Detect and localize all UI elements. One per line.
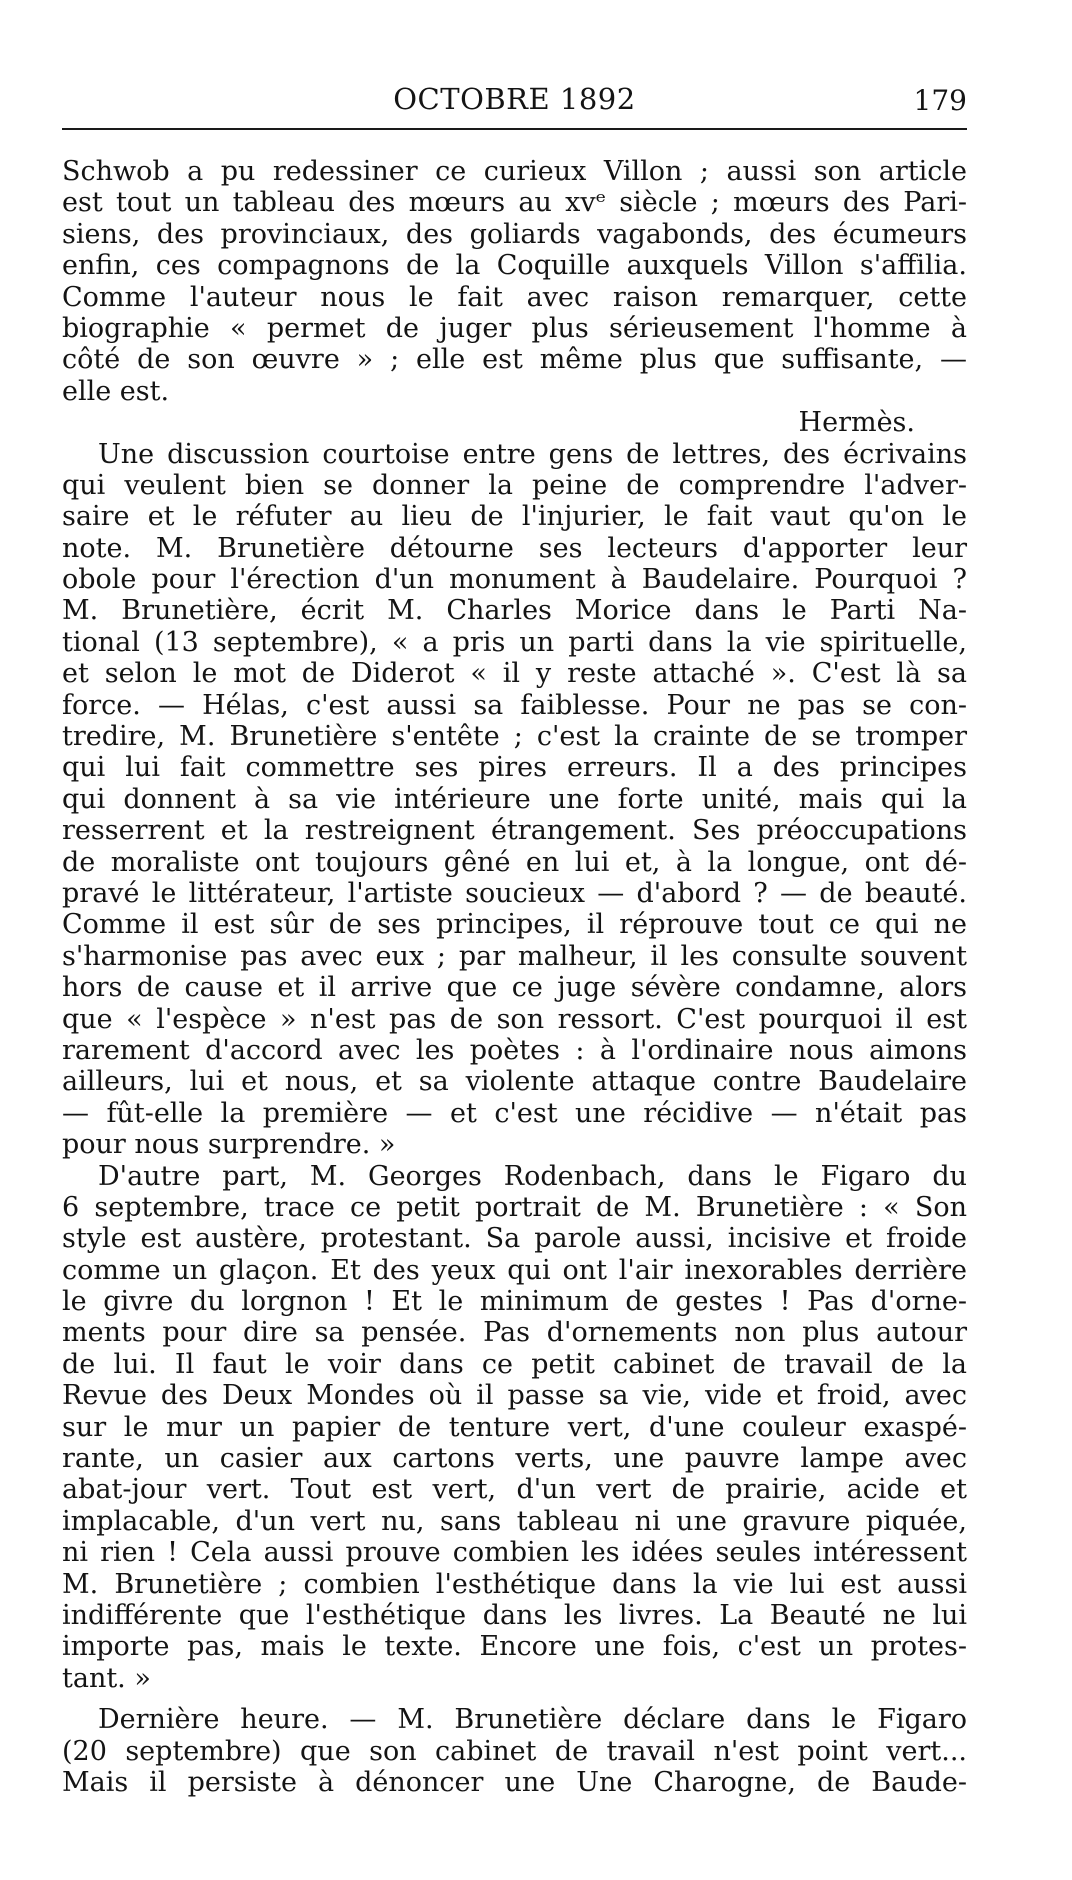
text-line: importe pas, mais le texte. Encore une fois, c'est un protes- bbox=[62, 1631, 967, 1663]
text-line: Revue des Deux Mondes où il passe sa vie, vide et froid, avec bbox=[62, 1380, 967, 1412]
text-line: resserrent et la restreignent étrangement. Ses préoccupations bbox=[62, 815, 967, 847]
header-rule bbox=[62, 128, 967, 130]
text-line: elle est. bbox=[62, 375, 170, 407]
text-line: abat-jour vert. Tout est vert, d'un vert de prairie, acide et bbox=[62, 1474, 967, 1506]
text-line: pravé le littérateur, l'artiste soucieux — d'abord ? — de beauté. bbox=[62, 877, 967, 909]
text-line: D'autre part, M. Georges Rodenbach, dans le Figaro du bbox=[98, 1160, 967, 1192]
text-line: qui veulent bien se donner la peine de comprendre l'adver- bbox=[62, 469, 967, 501]
text-line: style est austère, protestant. Sa parole aussi, incisive et froide bbox=[62, 1223, 967, 1255]
text-line: M. Brunetière ; combien l'esthétique dans la vie lui est aussi bbox=[62, 1568, 967, 1600]
text-line: Comme l'auteur nous le fait avec raison remarquer, cette bbox=[62, 281, 967, 313]
text-line: Comme il est sûr de ses principes, il réprouve tout ce qui ne bbox=[62, 909, 967, 941]
text-line: siens, des provinciaux, des goliards vagabonds, des écumeurs bbox=[62, 218, 967, 250]
text-line: et selon le mot de Diderot « il y reste attaché ». C'est là sa bbox=[62, 658, 967, 690]
text-line: pour nous surprendre. » bbox=[62, 1129, 396, 1161]
text-line: Schwob a pu redessiner ce curieux Villon ; aussi son article bbox=[62, 156, 967, 187]
text-line: biographie « permet de juger plus sérieusement l'homme à bbox=[62, 312, 967, 344]
text-line: M. Brunetière, écrit M. Charles Morice dans le Parti Na- bbox=[62, 595, 967, 627]
text-line: force. — Hélas, c'est aussi sa faiblesse. Pour ne pas se con- bbox=[62, 689, 967, 721]
text-line: (20 septembre) que son cabinet de travail n'est point vert... bbox=[62, 1735, 967, 1767]
header-title: OCTOBRE 1892 bbox=[393, 82, 636, 116]
text-line: s'harmonise pas avec eux ; par malheur, il les consulte souvent bbox=[62, 940, 967, 972]
text-line: rarement d'accord avec les poètes : à l'ordinaire nous aimons bbox=[62, 1034, 967, 1066]
text-line: Mais il persiste à dénoncer une Une Charogne, de Baude- bbox=[62, 1766, 967, 1798]
text-line: côté de son œuvre » ; elle est même plus que suffisante, — bbox=[62, 344, 967, 376]
text-line: Dernière heure. — M. Brunetière déclare dans le Figaro bbox=[98, 1704, 967, 1736]
text-line: le givre du lorgnon ! Et le minimum de gestes ! Pas d'orne- bbox=[62, 1286, 967, 1318]
text-line: qui donnent à sa vie intérieure une forte unité, mais qui la bbox=[62, 783, 967, 815]
text-line: 6 septembre, trace ce petit portrait de M. Brunetière : « Son bbox=[62, 1191, 967, 1223]
signature: Hermès. bbox=[798, 407, 915, 439]
text-line: Une discussion courtoise entre gens de lettres, des écrivains bbox=[98, 438, 967, 470]
text-line: tredire, M. Brunetière s'entête ; c'est la crainte de se tromper bbox=[62, 721, 967, 753]
page-number: 179 bbox=[913, 84, 967, 117]
text-line: sur le mur un papier de tenture vert, d'une couleur exaspé- bbox=[62, 1411, 967, 1443]
scanned-page bbox=[62, 0, 967, 1880]
text-line: rante, un casier aux cartons verts, une pauvre lampe avec bbox=[62, 1443, 967, 1475]
text-line: tant. » bbox=[62, 1662, 151, 1694]
text-line: tional (13 septembre), « a pris un parti dans la vie spirituelle, bbox=[62, 626, 967, 658]
text-line: ailleurs, lui et nous, et sa violente attaque contre Baudelaire bbox=[62, 1066, 967, 1098]
text-line: de moraliste ont toujours gêné en lui et, à la longue, ont dé- bbox=[62, 846, 967, 878]
text-line: est tout un tableau des mœurs au xvᵉ siècle ; mœurs des Pari- bbox=[62, 187, 967, 219]
running-header bbox=[62, 78, 967, 122]
text-line: note. M. Brunetière détourne ses lecteurs d'apporter leur bbox=[62, 532, 967, 564]
text-line: saire et le réfuter au lieu de l'injurier, le fait vaut qu'on le bbox=[62, 501, 967, 533]
body-text bbox=[62, 156, 967, 1798]
text-line: hors de cause et il arrive que ce juge sévère condamne, alors bbox=[62, 972, 967, 1004]
text-line: ni rien ! Cela aussi prouve combien les idées seules intéressent bbox=[62, 1537, 967, 1569]
paragraph-gap bbox=[62, 1694, 967, 1704]
text-line: enfin, ces compagnons de la Coquille auxquels Villon s'affilia. bbox=[62, 250, 967, 282]
text-line: comme un glaçon. Et des yeux qui ont l'air inexorables derrière bbox=[62, 1254, 967, 1286]
text-line: que « l'espèce » n'est pas de son ressort. C'est pourquoi il est bbox=[62, 1003, 967, 1035]
text-line: qui lui fait commettre ses pires erreurs. Il a des principes bbox=[62, 752, 967, 784]
text-line: implacable, d'un vert nu, sans tableau ni une gravure piquée, bbox=[62, 1505, 967, 1537]
text-line: ments pour dire sa pensée. Pas d'ornements non plus autour bbox=[62, 1317, 967, 1349]
text-line: obole pour l'érection d'un monument à Baudelaire. Pourquoi ? bbox=[62, 564, 967, 596]
text-line: — fût-elle la première — et c'est une récidive — n'était pas bbox=[62, 1097, 967, 1129]
text-line: indifférente que l'esthétique dans les livres. La Beauté ne lui bbox=[62, 1599, 967, 1631]
text-line: de lui. Il faut le voir dans ce petit cabinet de travail de la bbox=[62, 1348, 967, 1380]
